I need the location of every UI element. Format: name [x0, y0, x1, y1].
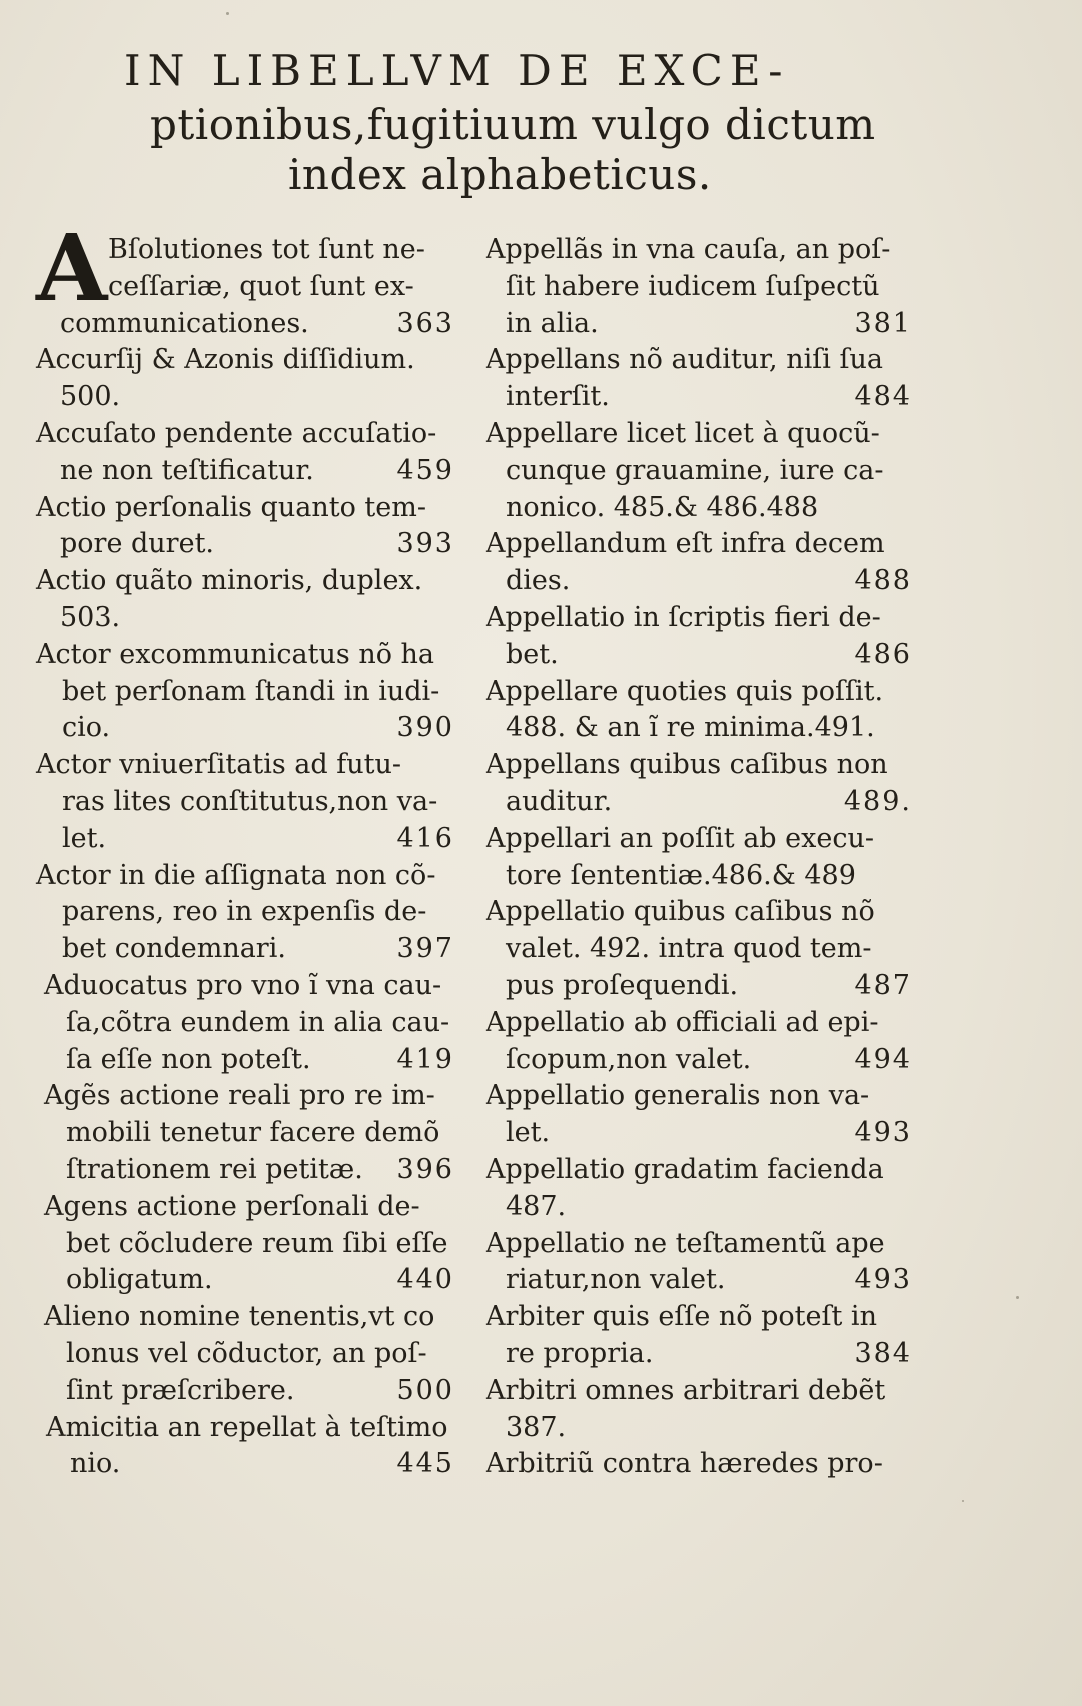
title-line-3: index alphabeticus.	[288, 150, 712, 199]
page-reference-number: 489.	[843, 786, 912, 817]
entry-text: Appellatio quibus caſibus nõ	[486, 896, 875, 928]
entry-text: Actor excommunicatus nõ ha	[36, 638, 435, 670]
entry-text: cunque grauamine, iure ca-	[506, 454, 884, 486]
index-entry-line	[36, 968, 454, 1004]
entry-text: 503.	[60, 602, 121, 633]
index-entry-line	[36, 931, 454, 967]
entry-text: Aduocatus pro vno ĩ vna cau-	[44, 970, 442, 1001]
entry-text: pore duret.	[60, 528, 214, 560]
entry-text: obligatum.	[66, 1264, 213, 1296]
entry-text: 487.	[506, 1190, 567, 1222]
entry-text: 488. & an ĩ re minima.491.	[506, 712, 875, 744]
index-entry-line	[486, 1299, 912, 1335]
page-reference-number: 445	[396, 1448, 454, 1480]
index-entry-line	[36, 1115, 454, 1151]
index-entry-line	[36, 600, 454, 636]
entry-text: Appellare licet licet à quocũ-	[486, 418, 880, 449]
entry-text: ras lites conſtitutus,non va-	[62, 786, 438, 817]
page-reference-number: 494	[854, 1043, 912, 1075]
index-entry-line	[486, 306, 912, 342]
entry-text: riatur,non valet.	[506, 1264, 726, 1296]
entry-text: Arbitri omnes arbitrari debẽt	[486, 1374, 886, 1406]
entry-text: Actio perſonalis quanto tem-	[36, 491, 426, 523]
page-reference-number: 390	[396, 712, 454, 744]
entry-text: mobili tenetur facere demõ	[66, 1117, 440, 1149]
index-entry-line	[36, 1005, 454, 1041]
entry-text: Agẽs actione reali pro re im-	[44, 1080, 435, 1112]
entry-text: Appellari an poſſit ab execu-	[486, 822, 874, 854]
index-entry-line	[36, 1336, 454, 1372]
entry-text: ne non teſtificatur.	[60, 454, 314, 486]
index-entry-line	[486, 1078, 912, 1114]
entry-text: re propria.	[506, 1338, 654, 1369]
page-reference-number: 416	[396, 822, 454, 854]
entry-text: ſcopum,non valet.	[506, 1043, 752, 1075]
page-reference-number: 381	[854, 307, 912, 339]
index-entry-line	[486, 1446, 912, 1482]
entry-text: ſa eſſe non poteſt.	[66, 1043, 311, 1075]
index-entry-line	[486, 1152, 912, 1188]
index-entry-line	[36, 1078, 454, 1114]
index-entry-line	[486, 1410, 912, 1446]
entry-text: Appellatio gradatim facienda	[486, 1154, 884, 1185]
index-entry-line	[486, 1042, 912, 1078]
entry-text: Arbiter quis eſſe nõ poteſt in	[486, 1301, 877, 1333]
index-entry-line	[486, 1336, 912, 1372]
index-entry-line	[486, 674, 912, 710]
paper-speck	[962, 1500, 964, 1502]
page-reference-number: 488	[854, 565, 912, 597]
index-entry-line	[36, 563, 454, 599]
index-entry-line	[36, 710, 454, 746]
entry-text: ceſſariæ, quot ſunt ex-	[108, 270, 414, 302]
paper-speck	[226, 12, 229, 15]
entry-text: bet condemnari.	[62, 933, 286, 965]
page-reference-number: 493	[854, 1264, 912, 1296]
index-entry-line	[486, 453, 912, 489]
entry-text: Appellatio generalis non va-	[486, 1080, 870, 1112]
entry-text: bet cõcludere reum ſibi eſſe	[66, 1227, 448, 1259]
entry-text: Accuſato pendente accuſatio-	[36, 418, 437, 449]
entry-text: ſint præſcribere.	[66, 1374, 295, 1406]
entry-text: pus proſequendi.	[506, 970, 739, 1001]
page-reference-number: 384	[854, 1338, 912, 1369]
index-entry-line	[36, 894, 454, 930]
entry-text: parens, reo in expenſis de-	[62, 896, 427, 928]
index-entry-line	[486, 232, 912, 268]
entry-text: nonico. 485.& 486.488	[506, 491, 819, 523]
entry-text: Actor in die aſſignata non cõ-	[36, 859, 436, 891]
entry-text: tore ſententiæ.486.& 489	[506, 859, 856, 891]
entry-text: Appellandum eſt infra decem	[486, 528, 885, 560]
index-entry-line	[36, 1299, 454, 1335]
entry-text: 387.	[506, 1411, 567, 1443]
index-entry-line	[36, 1152, 454, 1188]
index-entry-line	[486, 1189, 912, 1225]
page-reference-number: 363	[396, 307, 454, 339]
index-entry-line	[486, 342, 912, 378]
index-entry-line	[36, 1373, 454, 1409]
index-entry-line	[36, 1446, 454, 1482]
index-entry-line	[36, 416, 454, 452]
index-entry-line	[36, 637, 454, 673]
index-entry-line	[486, 637, 912, 673]
entry-text: dies.	[506, 565, 571, 597]
entry-text: Alieno nomine tenentis,vt co	[44, 1301, 435, 1333]
drop-cap: A	[36, 214, 108, 322]
entry-text: in alia.	[506, 307, 599, 339]
entry-text: Appellans nõ auditur, niſi ſua	[486, 344, 883, 376]
index-entry-line	[36, 674, 454, 710]
entry-text: Appellãs in vna cauſa, an poſ-	[486, 234, 891, 265]
entry-text: bet.	[506, 638, 559, 670]
entry-text: Appellatio ne teſtamentũ ape	[486, 1227, 885, 1259]
index-entry-line	[486, 600, 912, 636]
entry-text: communicationes.	[60, 307, 309, 339]
index-entry-line	[36, 232, 454, 268]
index-entry-line	[486, 821, 912, 857]
index-entry-line	[36, 821, 454, 857]
entry-text: Accurſij & Azonis diſſidium.	[36, 344, 415, 376]
entry-text: ſit habere iudicem ſuſpectũ	[506, 270, 880, 302]
page-reference-number: 397	[396, 933, 454, 965]
index-entry-line	[486, 894, 912, 930]
index-entry-line	[36, 526, 454, 562]
index-entry-line	[36, 1042, 454, 1078]
index-entry-line	[486, 1262, 912, 1298]
index-entry-line	[486, 747, 912, 783]
index-entry-line	[36, 306, 454, 342]
index-entry-line	[486, 710, 912, 746]
index-entry-line	[486, 379, 912, 415]
index-entry-line	[36, 1262, 454, 1298]
entry-text: 500.	[60, 381, 121, 413]
index-entry-line	[36, 379, 454, 415]
index-entry-line	[486, 1373, 912, 1409]
page-reference-number: 393	[396, 528, 454, 560]
entry-text: let.	[62, 822, 107, 854]
entry-text: Appellare quoties quis poſſit.	[486, 675, 884, 707]
index-entry-line	[486, 526, 912, 562]
index-entry-line	[36, 1189, 454, 1225]
index-entry-line	[36, 1226, 454, 1262]
entry-text: Bſolutiones tot ſunt ne-	[108, 234, 425, 265]
page-reference-number: 396	[396, 1154, 454, 1185]
index-entry-line	[486, 563, 912, 599]
title-line-2: ptionibus,fugitiuum vulgo dictum	[150, 100, 876, 149]
index-entry-line	[36, 858, 454, 894]
index-entry-line	[486, 858, 912, 894]
index-entry-line	[486, 269, 912, 305]
paper-speck	[1016, 1296, 1019, 1299]
entry-text: Amicitia an repellat à teſtimo	[46, 1411, 448, 1443]
entry-text: Arbitriũ contra hæredes pro-	[486, 1448, 883, 1480]
entry-text: let.	[506, 1117, 551, 1149]
page-reference-number: 459	[396, 454, 454, 486]
index-entry-line	[486, 1115, 912, 1151]
index-entry-line	[486, 968, 912, 1004]
index-entry-line	[36, 1410, 454, 1446]
page-reference-number: 440	[396, 1264, 454, 1296]
entry-text: Agens actione perſonali de-	[44, 1190, 420, 1222]
entry-text: Actor vniuerſitatis ad futu-	[36, 749, 401, 781]
index-entry-line	[36, 342, 454, 378]
index-entry-line	[486, 1005, 912, 1041]
index-entry-line	[486, 931, 912, 967]
title-line-1: IN LIBELLVM DE EXCE-	[124, 46, 790, 95]
index-entry-line	[36, 490, 454, 526]
entry-text: ſa,cõtra eundem in alia cau-	[66, 1006, 450, 1038]
entry-text: Appellatio ab officiali ad epi-	[486, 1006, 879, 1038]
entry-text: Actio quãto minoris, duplex.	[36, 565, 423, 597]
entry-text: Appellans quibus caſibus non	[486, 749, 888, 781]
entry-text: bet perſonam ſtandi in iudi-	[62, 675, 440, 707]
page-reference-number: 484	[854, 381, 912, 413]
index-entry-line	[36, 269, 454, 305]
entry-text: ſtrationem rei petitæ.	[66, 1154, 363, 1185]
index-entry-line	[486, 784, 912, 820]
index-entry-line	[486, 1226, 912, 1262]
entry-text: interſit.	[506, 381, 610, 413]
page-reference-number: 487	[854, 970, 912, 1001]
page-reference-number: 500	[396, 1374, 454, 1406]
page-reference-number: 493	[854, 1117, 912, 1149]
entry-text: Appellatio in ſcriptis fieri de-	[486, 602, 881, 633]
index-entry-line	[486, 416, 912, 452]
entry-text: valet. 492. intra quod tem-	[506, 933, 872, 965]
entry-text: auditur.	[506, 786, 613, 817]
page-reference-number: 419	[396, 1043, 454, 1075]
entry-text: cio.	[62, 712, 111, 744]
entry-text: nio.	[70, 1448, 121, 1480]
index-entry-line	[36, 453, 454, 489]
index-entry-line	[36, 747, 454, 783]
page-reference-number: 486	[854, 638, 912, 670]
entry-text: lonus vel cõductor, an poſ-	[66, 1338, 427, 1369]
index-entry-line	[486, 490, 912, 526]
index-entry-line	[36, 784, 454, 820]
